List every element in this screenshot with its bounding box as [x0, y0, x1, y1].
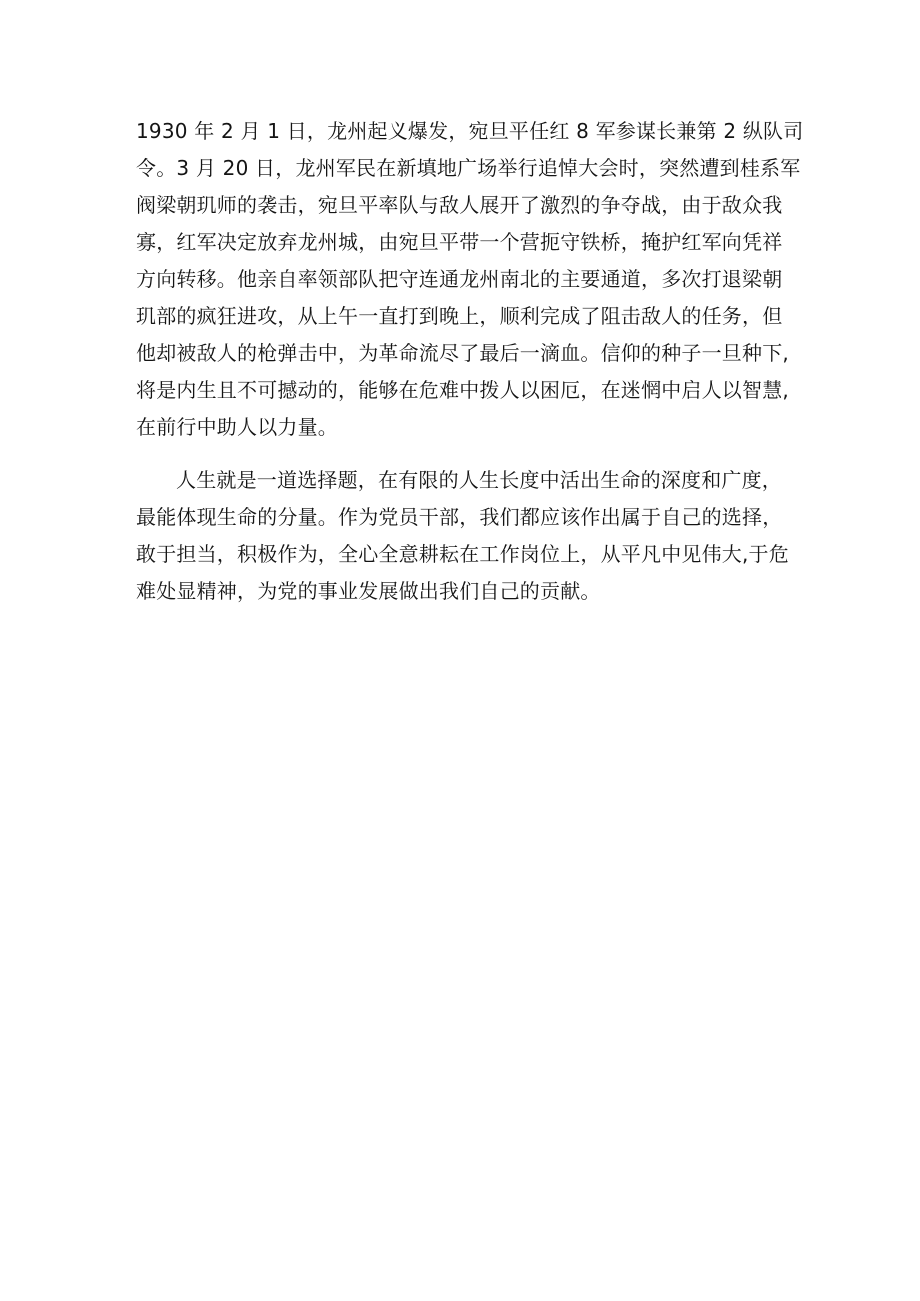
paragraph-line: 他却被敌人的枪弹击中，为革命流尽了最后一滴血。信仰的种子一旦种下,: [136, 341, 789, 365]
paragraph-line: 寡，红军决定放弃龙州城，由宛旦平带一个营扼守铁桥，掩护红军向凭祥: [136, 230, 783, 254]
paragraph-2: [136, 462, 796, 610]
paragraph-line: 最能体现生命的分量。作为党员干部，我们都应该作出属于自己的选择，: [136, 505, 783, 529]
paragraph-line: 阀梁朝玑师的袭击，宛旦平率队与敌人展开了激烈的争夺战，由于敌众我: [136, 193, 783, 217]
document-body: [136, 113, 804, 610]
paragraph-1: [136, 113, 804, 446]
paragraph-line: 1930 年 2 月 1 日，龙州起义爆发，宛旦平任红 8 军参谋长兼第 2 纵队司: [136, 119, 804, 143]
paragraph-line: 在前行中助人以力量。: [136, 415, 338, 439]
paragraph-line: 玑部的疯狂进攻，从上午一直打到晚上，顺利完成了阻击敌人的任务，但: [136, 304, 783, 328]
paragraph-line: 令。3 月 20 日，龙州军民在新填地广场举行追悼大会时，突然遭到桂系军: [136, 156, 801, 180]
paragraph-line: 方向转移。他亲自率领部队把守连通龙州南北的主要通道，多次打退梁朝: [136, 267, 783, 291]
paragraph-line: 人生就是一道选择题，在有限的人生长度中活出生命的深度和广度，: [176, 468, 782, 492]
paragraph-line: 敢于担当，积极作为，全心全意耕耘在工作岗位上，从平凡中见伟大,于危: [136, 542, 789, 566]
paragraph-line: 难处显精神，为党的事业发展做出我们自己的贡献。: [136, 579, 601, 603]
paragraph-line: 将是内生且不可撼动的，能够在危难中拨人以困厄，在迷惘中启人以智慧,: [136, 378, 789, 402]
